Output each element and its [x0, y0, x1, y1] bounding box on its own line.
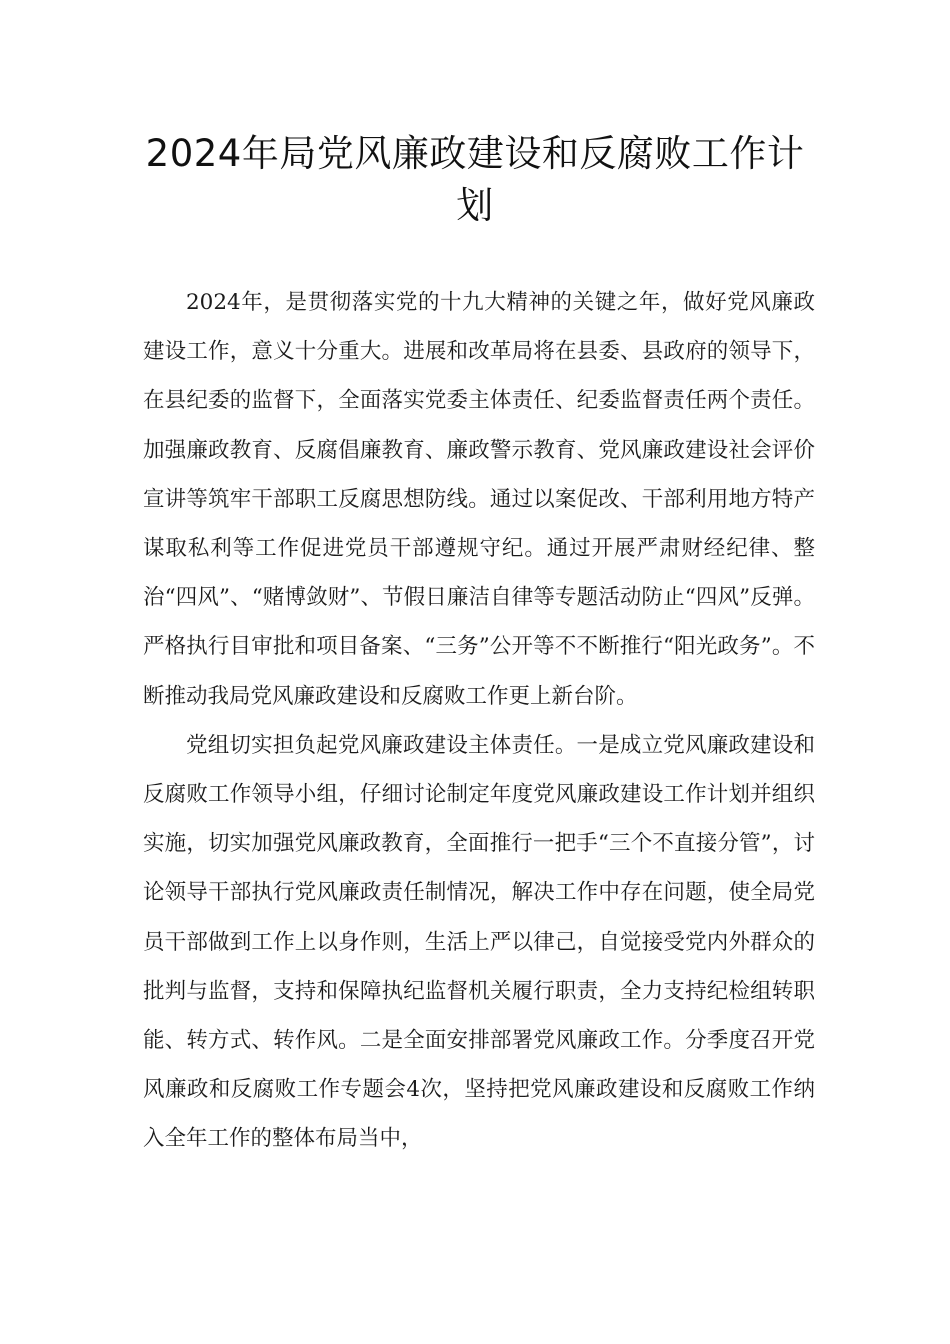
document-body [143, 278, 815, 1164]
document-title: 2024年局党风廉政建设和反腐败工作计划 [145, 132, 805, 227]
paragraph: 党组切实担负起党风廉政建设主体责任。一是成立党风廉政建设和反腐败工作领导小组，仔细讨论制定年度党风廉政建设工作计划并组织实施，切实加强党风廉政教育，全面推行一把手“三个不直接分管”，讨论领导干部执行党风廉政责任制情况，解决工作中存在问题，使全局党员干部做到工作上以身作则，生活上严以律己，自觉接受党内外群众的批判与监督，支持和保障执纪监督机关履行职责，全力支持纪检组转职能、转方式、转作风。二是全面安排部署党风廉政工作。分季度召开党风廉政和反腐败工作专题会4次，坚持把党风廉政建设和反腐败工作纳入全年工作的整体布局当中， [143, 732, 815, 1152]
paragraph: 2024年，是贯彻落实党的十九大精神的关键之年，做好党风廉政建设工作，意义十分重大。进展和改革局将在县委、县政府的领导下，在县纪委的监督下，全面落实党委主体责任、纪委监督责任两个责任。加强廉政教育、反腐倡廉教育、廉政警示教育、党风廉政建设社会评价宣讲等筑牢干部职工反腐思想防线。通过以案促改、干部利用地方特产谋取私利等工作促进党员干部遵规守纪。通过开展严肃财经纪律、整治“四风”、“赌博敛财”、节假日廉洁自律等专题活动防止“四风”反弹。严格执行目审批和项目备案、“三务”公开等不不断推行“阳光政务”。不断推动我局党风廉政建设和反腐败工作更上新台阶。 [143, 290, 815, 709]
